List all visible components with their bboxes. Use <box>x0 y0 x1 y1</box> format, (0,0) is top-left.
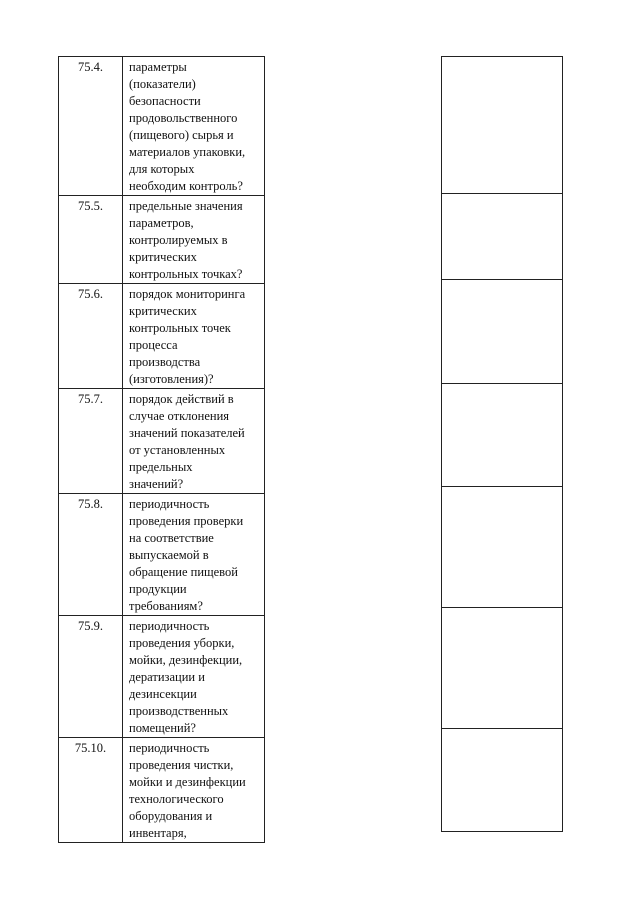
answer-cell <box>442 384 563 487</box>
item-number: 75.4. <box>59 57 123 196</box>
table-row <box>59 494 265 616</box>
table-row <box>59 389 265 494</box>
item-number: 75.10. <box>59 738 123 843</box>
answer-cell <box>442 280 563 384</box>
table-row <box>59 284 265 389</box>
checklist-table <box>58 56 265 843</box>
answer-cell <box>442 194 563 280</box>
item-number: 75.9. <box>59 616 123 738</box>
item-number: 75.7. <box>59 389 123 494</box>
table-row <box>59 738 265 843</box>
item-question: периодичность проведения чистки, мойки и дезинфекции технологического оборудования и инвентаря, <box>123 738 265 843</box>
answer-row <box>442 487 563 608</box>
item-number: 75.8. <box>59 494 123 616</box>
answer-cell <box>442 729 563 832</box>
answer-row <box>442 729 563 832</box>
item-question: периодичность проведения проверки на соответствие выпускаемой в обращение пищевой продукции требованиям? <box>123 494 265 616</box>
answer-cell <box>442 57 563 194</box>
item-question: параметры (показатели) безопасности продовольственного (пищевого) сырья и материалов упаковки, для которых необходим контроль? <box>123 57 265 196</box>
answer-row <box>442 280 563 384</box>
item-number: 75.5. <box>59 196 123 284</box>
item-number: 75.6. <box>59 284 123 389</box>
table-row <box>59 57 265 196</box>
answer-cell <box>442 608 563 729</box>
item-question: порядок мониторинга критических контрольных точек процесса производства (изготовления)? <box>123 284 265 389</box>
item-question: предельные значения параметров, контролируемых в критических контрольных точках? <box>123 196 265 284</box>
item-question: периодичность проведения уборки, мойки, дезинфекции, дератизации и дезинсекции производственных помещений? <box>123 616 265 738</box>
answer-table <box>441 56 563 832</box>
table-row <box>59 196 265 284</box>
answer-row <box>442 384 563 487</box>
item-question: порядок действий в случае отклонения значений показателей от установленных предельных значений? <box>123 389 265 494</box>
answer-cell <box>442 487 563 608</box>
answer-row <box>442 57 563 194</box>
answer-row <box>442 608 563 729</box>
table-row <box>59 616 265 738</box>
answer-row <box>442 194 563 280</box>
